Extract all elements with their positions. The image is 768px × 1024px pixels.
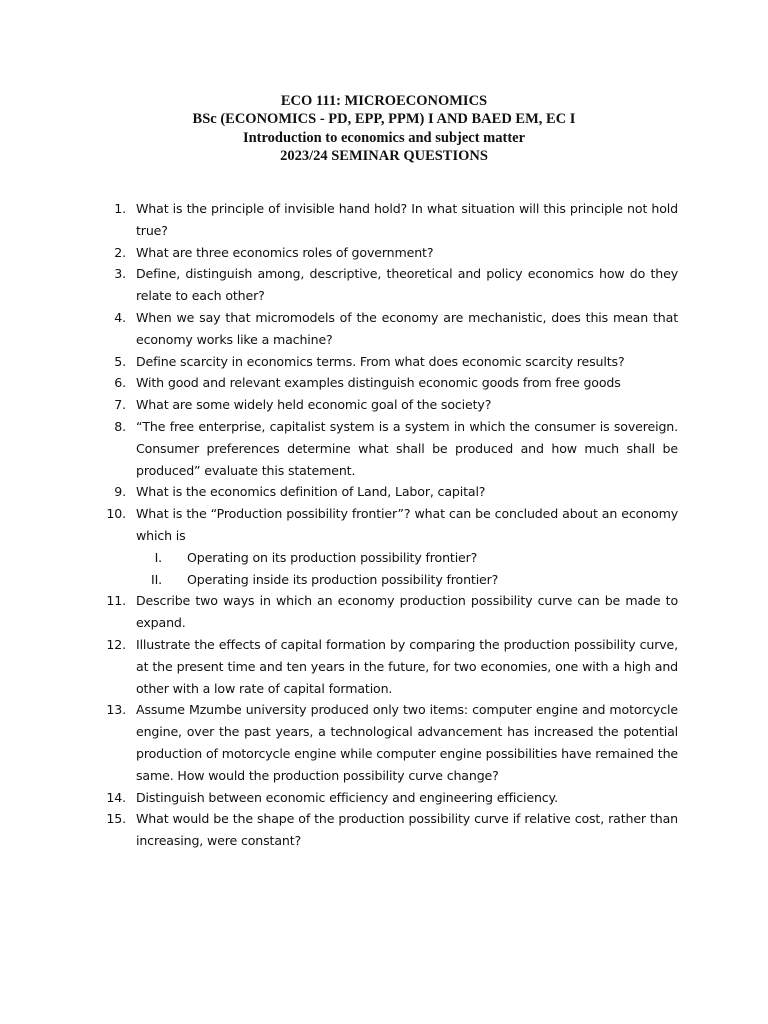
question-text: With good and relevant examples distinguish economic goods from free goods (136, 375, 621, 391)
question-item-10 (96, 503, 678, 547)
question-number: 11. (106, 593, 126, 609)
question-number: 3. (114, 266, 126, 282)
question-item-4 (96, 307, 678, 351)
question-text: What is the “Production possibility frontier”? what can be concluded about an economy which is (136, 506, 678, 543)
question-text: What are some widely held economic goal of the society? (136, 397, 492, 413)
sub-question-text: Operating inside its production possibility frontier? (187, 571, 499, 587)
question-item-8 (96, 416, 678, 481)
course-title: ECO 111: MICROECONOMICS (280, 93, 488, 109)
question-item-12 (96, 634, 678, 699)
question-text: Illustrate the effects of capital formation by comparing the production possibility curve, at the present time and ten years in the future, for two economies, one with a high and other with a low rate of capital formation. (136, 636, 678, 696)
question-text: “The free enterprise, capitalist system is a system in which the consumer is sovereign. Consumer preferences determine what shall be produced and how much shall be produced” evaluate this statement. (136, 418, 678, 478)
question-list (96, 198, 678, 852)
program-line: BSc (ECONOMICS - PD, EPP, PPM) I AND BAED EM, EC I (192, 111, 576, 128)
question-number: 6. (114, 375, 126, 391)
question-text: What is the economics definition of Land, Labor, capital? (136, 484, 486, 500)
sub-question-list (96, 547, 678, 591)
question-item-9 (96, 481, 678, 503)
question-item-13 (96, 699, 678, 786)
question-text: What are three economics roles of government? (136, 244, 434, 260)
question-text: Define scarcity in economics terms. From what does economic scarcity results? (136, 353, 625, 369)
question-text: Describe two ways in which an economy production possibility curve can be made to expand. (136, 593, 678, 631)
sub-question-group (96, 547, 678, 591)
question-number: 1. (114, 201, 126, 216)
question-number: 8. (114, 418, 126, 434)
question-number: 15. (106, 811, 126, 827)
question-number: 12. (106, 636, 126, 652)
question-item-11 (96, 590, 678, 634)
sub-question-item-1 (96, 547, 678, 569)
question-number: 7. (114, 397, 126, 413)
question-number: 14. (106, 789, 126, 805)
question-text: What would be the shape of the production possibility curve if relative cost, rather than increasing, were constant? (136, 811, 678, 849)
question-item-7 (96, 394, 678, 416)
question-number: 5. (114, 353, 126, 369)
sub-question-number: II. (151, 571, 162, 587)
question-number: 10. (106, 506, 126, 522)
question-number: 9. (114, 484, 126, 500)
sub-question-number: I. (154, 549, 162, 565)
question-text: Distinguish between economic efficiency and engineering efficiency. (136, 789, 558, 805)
question-text: What is the principle of invisible hand hold? In what situation will this principle not hold true? (136, 201, 678, 238)
question-item-6 (96, 372, 678, 394)
question-item-5 (96, 351, 678, 373)
question-text: Define, distinguish among, descriptive, theoretical and policy economics how do they relate to each other? (136, 266, 678, 304)
question-item-15 (96, 808, 678, 852)
question-item-1 (96, 198, 678, 242)
question-number: 2. (114, 244, 126, 260)
question-number: 13. (106, 702, 126, 718)
question-text: Assume Mzumbe university produced only two items: computer engine and motorcycle engine, over the past years, a technological advancement has increased the potential production of motorcycle engine while computer engine possibilities have remained the same. How would the production possibility curve change? (136, 702, 678, 783)
sub-question-item-2 (96, 569, 678, 591)
question-number: 4. (114, 309, 126, 325)
question-text: When we say that micromodels of the economy are mechanistic, does this mean that economy works like a machine? (136, 309, 678, 347)
question-item-14 (96, 787, 678, 809)
seminar-line: 2023/24 SEMINAR QUESTIONS (280, 147, 488, 164)
topic-line: Introduction to economics and subject matter (242, 129, 526, 146)
question-item-3 (96, 263, 678, 307)
sub-question-text: Operating on its production possibility frontier? (187, 549, 478, 565)
document-header (0, 92, 768, 165)
question-item-2 (96, 242, 678, 264)
